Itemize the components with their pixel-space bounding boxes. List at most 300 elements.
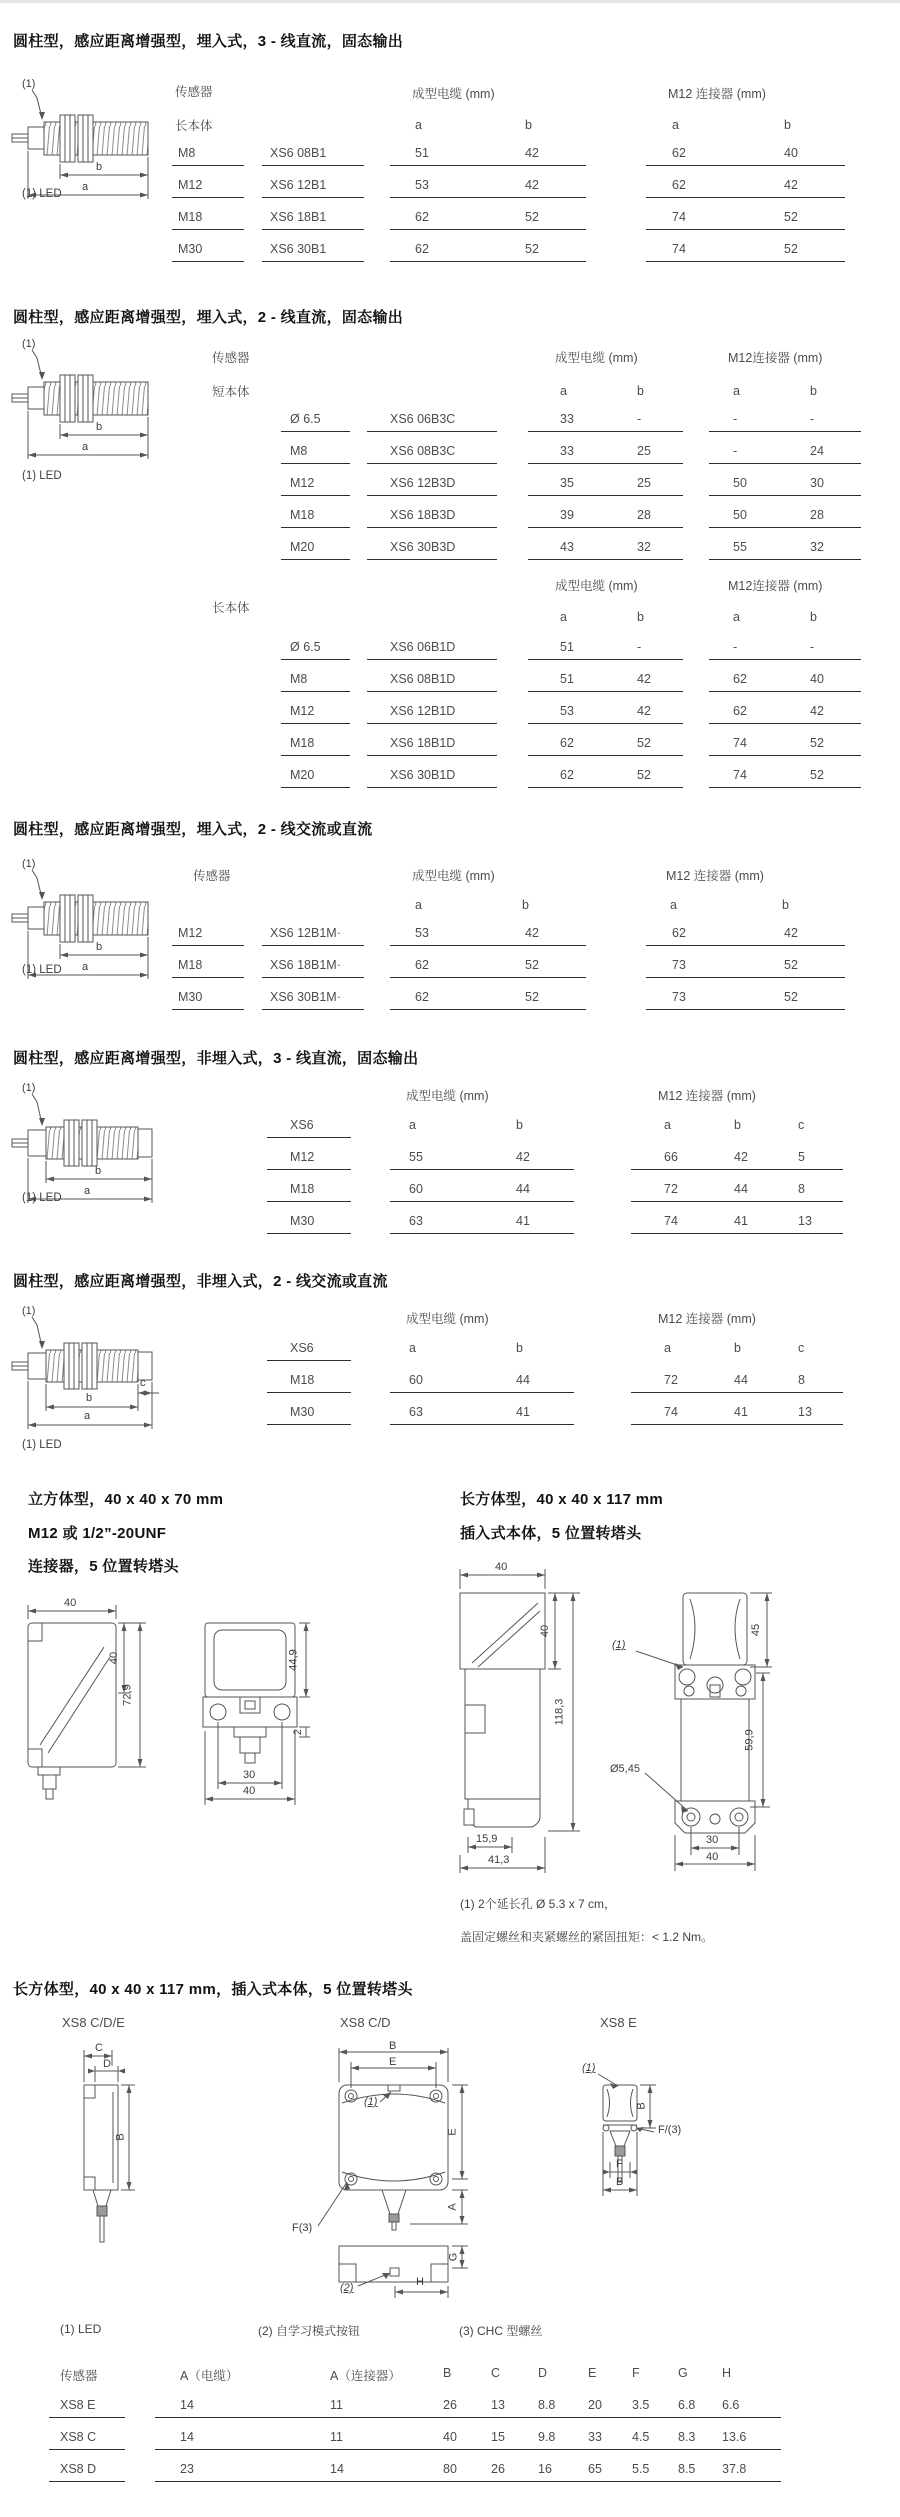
rule [267,1137,351,1138]
rule [646,977,845,978]
col-b-header: b [516,1118,523,1132]
cable-b-cell: 52 [525,958,539,972]
pointer-label: (1) [22,338,36,350]
rule [528,659,683,660]
conn-b-cell: - [810,640,815,654]
cable-a-cell: 63 [409,1214,423,1228]
a-cable-cell: 23 [180,2462,194,2476]
cable-a-cell: 53 [415,178,429,192]
rule [390,229,586,230]
size-cell: M18 [290,508,315,522]
rule [390,1009,586,1010]
led-note: (1) LED [60,2322,102,2336]
conn-b-cell: 40 [810,672,824,686]
rule [709,495,861,496]
d-cell: 8.8 [538,2398,556,2412]
rule [267,1201,351,1202]
xs8-front-outline [290,2040,560,2300]
rule [646,165,845,166]
h-cell: 13.6 [722,2430,747,2444]
col-b-header: b [637,610,644,624]
series-label: XS6 [290,1341,314,1355]
dim-a-label: a [82,961,89,973]
conn-a-cell: 74 [672,210,686,224]
section-cyl-flush-2wire-acdc [0,810,900,1040]
h-cell: 6.6 [722,2398,740,2412]
rule [367,723,497,724]
rule [367,559,497,560]
rule [390,165,586,166]
table-row [0,672,900,694]
rule [262,165,364,166]
cable-a-cell: 53 [560,704,574,718]
rect-outline-drawing [440,1555,900,1875]
model-cell: XS6 30B1 [270,242,327,256]
conn-b-cell: 52 [784,958,798,972]
table-row [0,990,900,1012]
cable-header: 成型电缆 (mm) [412,87,495,101]
model-cell: XS6 18B1 [270,210,327,224]
conn-b-cell: 52 [810,736,824,750]
conn-a-cell: 74 [733,768,747,782]
conn-b-cell: 30 [810,476,824,490]
rule [709,559,861,560]
rule [262,229,364,230]
rule [281,527,350,528]
rule [172,197,244,198]
model-cell: XS6 08B3C [390,444,456,458]
rule [390,1169,574,1170]
col-b-header: b [784,118,791,132]
rule [709,527,861,528]
model-cell: XS6 08B1D [390,672,456,686]
connector-header: M12 连接器 (mm) [658,1089,756,1103]
conn-c-cell: 13 [798,1214,812,1228]
table-row [0,412,900,434]
rule [267,1169,351,1170]
cable-a-cell: 62 [560,736,574,750]
size-cell: M12 [290,476,315,490]
conn-b-cell: 42 [784,926,798,940]
dim-c-label: c [140,1377,146,1389]
c-header: C [491,2366,501,2380]
col-a-header: a [733,384,740,398]
a-cable-cell: 14 [180,2430,194,2444]
a-conn-cell: 11 [330,2398,343,2412]
g-header: G [678,2366,688,2380]
dim-label: 15,9 [476,1833,498,1845]
section-cyl-nonflush-3wire-dc [0,1040,900,1265]
dim-b-label: B [389,2040,397,2052]
conn-c-cell: 5 [798,1150,805,1164]
e-cell: 33 [588,2430,602,2444]
col-b-header: b [782,898,789,912]
rule [262,977,364,978]
cable-header: 成型电缆 (mm) [406,1312,489,1326]
rule [367,787,497,788]
rect-title-line2: 插入式本体，5 位置转塔头 [460,1525,642,1542]
rule [631,1233,843,1234]
rule [390,1233,574,1234]
sensor-cell: XS8 D [60,2462,97,2476]
size-cell: M30 [178,990,203,1004]
conn-a-cell: 62 [672,146,686,160]
table-row [0,210,900,232]
size-cell: M12 [290,1150,315,1164]
chc-screw-note: (3) CHC 型螺丝 [459,2324,543,2338]
size-cell: M20 [290,540,315,554]
conn-a-cell: 62 [672,178,686,192]
rule [367,659,497,660]
table-row [0,476,900,498]
conn-b-cell: 24 [810,444,824,458]
f-cell: 4.5 [632,2430,650,2444]
col-a-header: a [664,1341,671,1355]
col-b-header: b [810,610,817,624]
cable-a-cell: 51 [415,146,429,160]
size-cell: Ø 6.5 [290,412,321,426]
led-note: (1) LED [22,1439,62,1451]
table-row [0,1405,900,1427]
table-row [0,540,900,562]
conn-a-cell: 50 [733,476,747,490]
sensor-header: 传感器 [60,2369,98,2383]
rule [528,559,683,560]
conn-a-cell: 74 [733,736,747,750]
conn-c-cell: 8 [798,1373,805,1387]
c-cell: 26 [491,2462,505,2476]
rect-sensor-drawing [440,1555,900,1875]
rule [646,1009,845,1010]
conn-a-cell: 62 [733,672,747,686]
pointer-label: (1) [22,78,36,90]
rule [49,2417,125,2418]
pointer-label: (1) [612,1639,626,1651]
cable-b-cell: 52 [525,990,539,1004]
rule [709,659,861,660]
rule [390,1424,574,1425]
connector-header: M12 连接器 (mm) [658,1312,756,1326]
col-c-header: c [798,1118,805,1132]
conn-a-cell: - [733,412,738,426]
dim-a-label: a [82,441,89,453]
section-xs8-rect-body [0,1970,900,2517]
xs8e-outline [570,2040,830,2240]
torque-note: 盖固定螺丝和夹紧螺丝的紧固扭矩：< 1.2 Nm。 [460,1930,714,1944]
extension-hole-note: (1) 2个延长孔 Ø 5.3 x 7 cm， [460,1897,617,1911]
cable-a-cell: 51 [560,672,574,686]
conn-a-cell: 72 [664,1182,678,1196]
table-row [0,444,900,466]
dim-b-side-label: B [635,2102,648,2110]
rule [528,755,683,756]
dim-label: 30 [706,1834,719,1846]
cable-header: 成型电缆 (mm) [412,869,495,883]
cable-b-cell: 41 [516,1214,530,1228]
col-b-header: b [810,384,817,398]
size-cell: M30 [290,1405,315,1419]
dim-label: 41,3 [488,1854,510,1866]
col-a-header: a [664,1118,671,1132]
rule [367,527,497,528]
cable-a-cell: 60 [409,1373,423,1387]
screw-ref-label: F(3) [292,2222,313,2234]
cable-b-cell: 41 [516,1405,530,1419]
conn-a-cell: 62 [672,926,686,940]
g-cell: 6.8 [678,2398,696,2412]
cable-b-cell: 32 [637,540,651,554]
connector-header: M12 连接器 (mm) [668,87,766,101]
led-note: (1) LED [22,470,62,482]
col-b-header: b [637,384,644,398]
table-row [0,242,900,264]
sensor-header: 传感器 [212,351,250,365]
cable-a-cell: 62 [415,242,429,256]
dim-label: 44,9 [287,1649,300,1671]
model-cell: XS6 12B1 [270,178,327,192]
col-a-header: a [560,384,567,398]
table-header-row [0,1118,900,1140]
rule [390,977,586,978]
b-cell: 26 [443,2398,457,2412]
model-cell: XS6 30B1M· [270,990,341,1004]
rule [709,723,861,724]
size-cell: M30 [178,242,203,256]
size-cell: M8 [290,672,308,686]
section-cubic-body [0,1480,900,1970]
dim-label: 40 [539,1624,552,1638]
col-b-header: b [734,1341,741,1355]
rule [281,755,350,756]
pointer-1-label: (1) [582,2062,596,2074]
model-cell: XS6 12B3D [390,476,456,490]
col-a-header: a [672,118,679,132]
cable-a-cell: 53 [415,926,429,940]
rule [709,691,861,692]
cable-b-cell: 52 [637,768,651,782]
rule [281,463,350,464]
size-cell: M20 [290,768,315,782]
cable-b-cell: 42 [525,926,539,940]
rule [172,165,244,166]
pointer-1-label: (1) [364,2096,378,2108]
rule [646,197,845,198]
a-conn-cell: 11 [330,2430,343,2444]
size-cell: M8 [178,146,196,160]
cable-a-cell: 62 [415,210,429,224]
f-header: F [632,2366,640,2380]
rule [262,261,364,262]
cubic-sensor-drawing [20,1585,310,1820]
cable-b-cell: 25 [637,444,651,458]
size-cell: M8 [290,444,308,458]
rule [262,945,364,946]
col-a-header: a [670,898,677,912]
model-cell: XS6 12B1M· [270,926,341,940]
conn-b-cell: 28 [810,508,824,522]
table-row [0,2462,900,2484]
conn-a-cell: 73 [672,990,686,1004]
a-cable-header: A（电缆） [180,2369,239,2383]
conn-a-cell: 55 [733,540,747,554]
rule [267,1360,351,1361]
cubic-title-line3: 连接器，5 位置转塔头 [28,1558,179,1575]
conn-c-cell: 8 [798,1182,805,1196]
cable-b-cell: 52 [637,736,651,750]
dim-e-label: E [389,2056,397,2068]
size-cell: M18 [290,1182,315,1196]
pointer-2-label: (2) [340,2282,354,2294]
cable-a-cell: 35 [560,476,574,490]
conn-a-cell: 62 [733,704,747,718]
rule [367,431,497,432]
col-b-header: b [734,1118,741,1132]
rule [367,463,497,464]
dim-a-label: a [84,1185,91,1197]
variant-label-cde: XS8 C/D/E [62,2015,125,2030]
size-cell: M18 [178,958,203,972]
size-cell: M18 [178,210,203,224]
g-cell: 8.5 [678,2462,696,2476]
cubic-outline-drawing [20,1585,310,1820]
cable-a-cell: 62 [415,958,429,972]
c-cell: 13 [491,2398,505,2412]
d-cell: 9.8 [538,2430,556,2444]
h-header: H [722,2366,732,2380]
conn-b-cell: 32 [810,540,824,554]
conn-a-cell: - [733,444,738,458]
size-cell: Ø 6.5 [290,640,321,654]
table-row [0,958,900,980]
rule [281,787,350,788]
col-b-header: b [525,118,532,132]
cable-b-cell: - [637,640,642,654]
col-a-header: a [560,610,567,624]
table-row [0,2398,900,2420]
conn-b-cell: 44 [734,1182,748,1196]
conn-b-cell: - [810,412,815,426]
e-cell: 65 [588,2462,602,2476]
cable-a-cell: 51 [560,640,574,654]
col-a-header: a [409,1118,416,1132]
rule [267,1424,351,1425]
table-row [0,508,900,530]
cable-a-cell: 62 [560,768,574,782]
rule [367,691,497,692]
table-row [0,146,900,168]
cable-b-cell: 42 [516,1150,530,1164]
conn-b-cell: 40 [784,146,798,160]
conn-b-cell: 41 [734,1405,748,1419]
rule [709,463,861,464]
conn-b-cell: 44 [734,1373,748,1387]
rule [631,1169,843,1170]
table-row [0,1182,900,1204]
rule [267,1233,351,1234]
dim-label: 2 [292,1728,305,1736]
body-length-label: 短本体 [212,385,250,399]
table-row [0,1150,900,1172]
dim-label: 30 [243,1769,256,1781]
conn-c-cell: 13 [798,1405,812,1419]
table-header-row [0,2366,900,2388]
rule [528,495,683,496]
table-row [0,736,900,758]
dim-g-label: G [447,2252,460,2262]
d-header: D [538,2366,548,2380]
rule [390,261,586,262]
conn-b-cell: 52 [784,242,798,256]
d-cell: 16 [538,2462,552,2476]
dim-label: Ø5,45 [610,1763,640,1775]
rule [262,197,364,198]
dim-label: 118,3 [553,1698,566,1726]
rule [367,755,497,756]
rule [528,723,683,724]
b-cell: 80 [443,2462,457,2476]
dim-a-label: a [82,181,89,193]
pointer-label: (1) [22,1305,36,1317]
table-row [0,2430,900,2452]
cable-b-cell: - [637,412,642,426]
rule [528,431,683,432]
rule [262,1009,364,1010]
f-cell: 5.5 [632,2462,650,2476]
model-cell: XS6 18B1D [390,736,456,750]
section-title: 圆柱型，感应距离增强型，非埋入式，3 - 线直流，固态输出 [13,1050,419,1067]
body-length-label: 长本体 [212,601,250,615]
pointer-label: (1) [22,1082,36,1094]
conn-b-cell: 52 [784,990,798,1004]
conn-a-cell: - [733,640,738,654]
conn-b-cell: 52 [810,768,824,782]
cable-b-cell: 25 [637,476,651,490]
cable-b-cell: 44 [516,1182,530,1196]
cable-b-cell: 52 [525,242,539,256]
rule [281,559,350,560]
section-cyl-flush-2wire-dc [0,290,900,810]
cable-b-cell: 42 [637,704,651,718]
table-row [0,926,900,948]
dim-b-label: b [96,421,103,433]
conn-b-cell: 41 [734,1214,748,1228]
model-cell: XS6 18B1M· [270,958,341,972]
conn-a-cell: 66 [664,1150,678,1164]
cable-a-cell: 63 [409,1405,423,1419]
cable-b-cell: 28 [637,508,651,522]
cable-a-cell: 33 [560,412,574,426]
table-row [0,704,900,726]
section-title: 圆柱型，感应距离增强型，埋入式，3 - 线直流，固态输出 [13,33,404,50]
table-row [0,178,900,200]
sensor-cell: XS8 C [60,2430,97,2444]
col-a-header: a [409,1341,416,1355]
c-cell: 15 [491,2430,505,2444]
cable-a-cell: 33 [560,444,574,458]
size-cell: M12 [178,926,203,940]
series-label: XS6 [290,1118,314,1132]
rule [281,659,350,660]
col-a-header: a [733,610,740,624]
cable-b-cell: 52 [525,210,539,224]
dim-label: 40 [108,1651,121,1665]
rule [709,787,861,788]
connector-header: M12连接器 (mm) [728,351,823,365]
rule [646,261,845,262]
cubic-title-line1: 立方体型，40 x 40 x 70 mm [28,1491,224,1508]
cable-b-cell: 44 [516,1373,530,1387]
f-cell: 3.5 [632,2398,650,2412]
